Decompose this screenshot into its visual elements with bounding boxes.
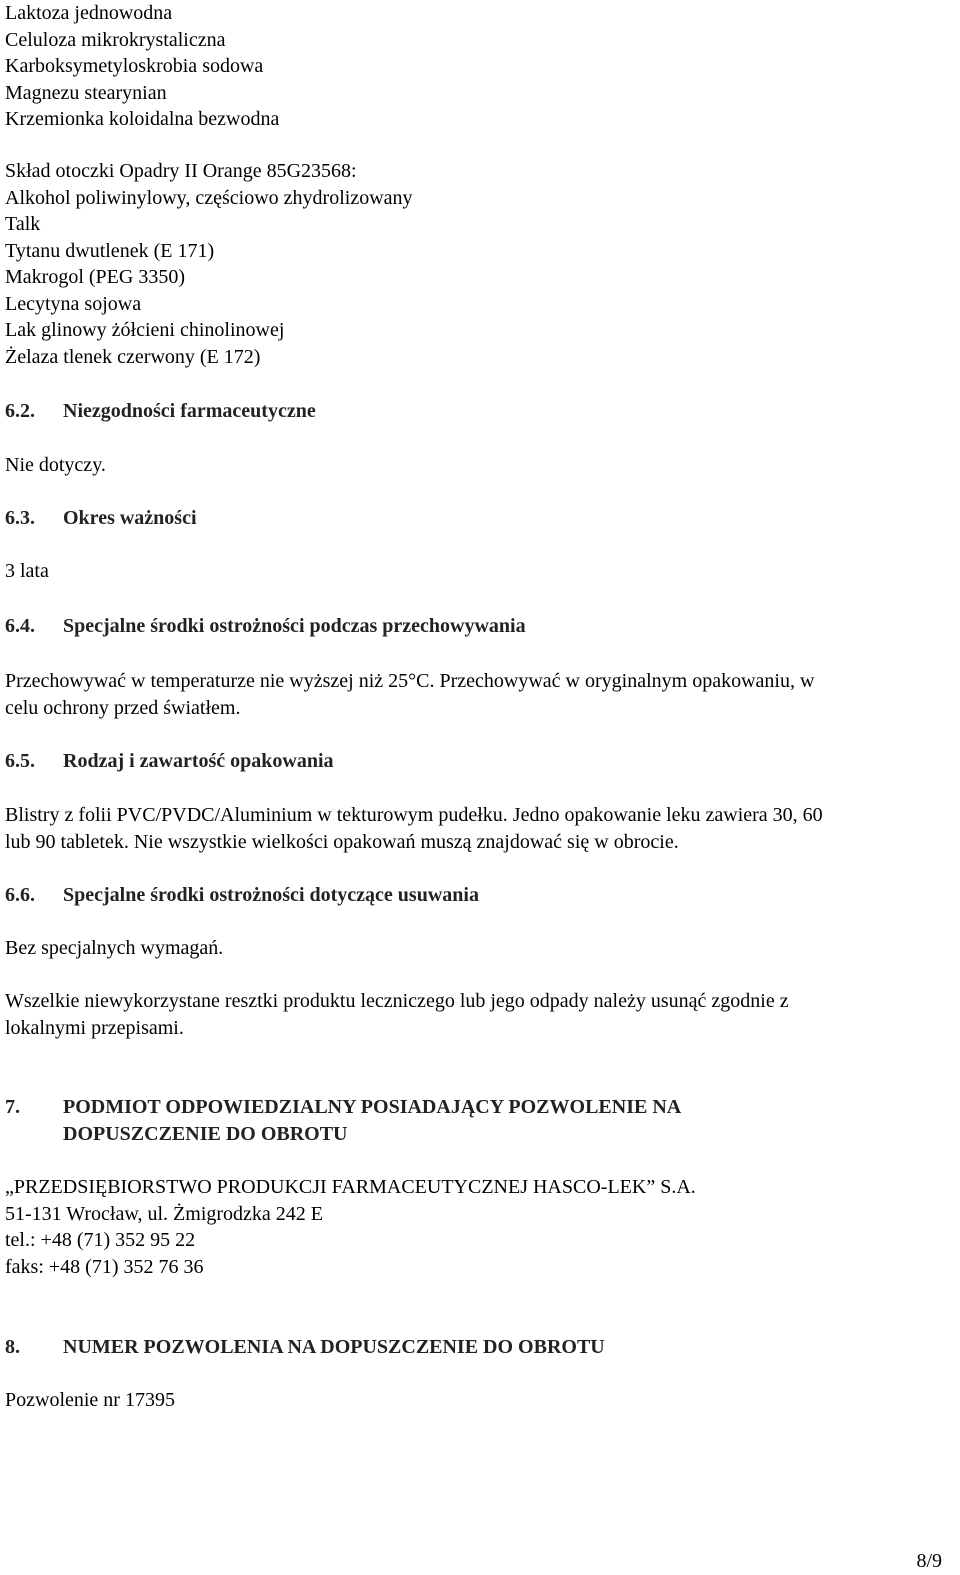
section-text: Bez specjalnych wymagań. — [5, 937, 224, 959]
list-item: Laktoza jednowodna — [5, 2, 173, 24]
authorisation-number: Pozwolenie nr 17395 — [5, 1389, 175, 1411]
list-item: Talk — [5, 213, 41, 235]
section-6-3-text — [5, 558, 953, 585]
section-7-heading — [5, 1094, 953, 1147]
section-6-5-heading — [5, 748, 953, 775]
section-text: 3 lata — [5, 560, 49, 582]
list-item: Tytanu dwutlenek (E 171) — [5, 239, 215, 262]
list-item: Karboksymetyloskrobia sodowa — [5, 55, 264, 77]
paragraph-line: Blistry z folii PVC/PVDC/Aluminium w tekturowym pudełku. Jedno opakowanie leku zawiera 30, 60 — [5, 804, 823, 826]
list-item: Magnezu stearynian — [5, 81, 167, 104]
section-6-4-text — [5, 668, 953, 721]
section-title: Rodzaj i zawartość opakowania — [63, 750, 334, 772]
section-8-text — [5, 1387, 953, 1414]
section-6-6-text — [5, 935, 953, 962]
section-title: Okres ważności — [63, 507, 197, 529]
coating-title: Skład otoczki Opadry II Orange 85G23568: — [5, 160, 357, 182]
section-title: Specjalne środki ostrożności podczas przechowywania — [63, 615, 526, 637]
phone-line: tel.: +48 (71) 352 95 22 — [5, 1229, 196, 1251]
paragraph-line: lokalnymi przepisami. — [5, 1016, 184, 1039]
section-title: Niezgodności farmaceutyczne — [63, 400, 316, 422]
paragraph-line: Wszelkie niewykorzystane resztki produktu leczniczego lub jego odpady należy usunąć zgodnie z — [5, 990, 789, 1012]
section-number: 8. — [5, 1336, 20, 1358]
list-item: Makrogol (PEG 3350) — [5, 266, 185, 288]
address-line: 51-131 Wrocław, ul. Żmigrodzka 242 E — [5, 1202, 324, 1225]
section-number: 6.2. — [5, 400, 35, 422]
section-number: 7. — [5, 1096, 20, 1118]
paragraph-line: celu ochrony przed światłem. — [5, 696, 241, 719]
section-title-line: DOPUSZCZENIE DO OBROTU — [63, 1122, 348, 1145]
list-item: Lak glinowy żółcieni chinolinowej — [5, 319, 285, 341]
paragraph-line: Przechowywać w temperaturze nie wyższej niż 25°C. Przechowywać w oryginalnym opakowaniu, w — [5, 670, 815, 692]
list-item: Krzemionka koloidalna bezwodna — [5, 108, 280, 130]
section-number: 6.4. — [5, 615, 35, 637]
list-item: Celuloza mikrokrystaliczna — [5, 28, 226, 51]
section-6-3-heading — [5, 505, 953, 532]
coating-composition — [5, 158, 953, 370]
section-title: NUMER POZWOLENIA NA DOPUSZCZENIE DO OBROTU — [63, 1336, 605, 1358]
fax-line: faks: +48 (71) 352 76 36 — [5, 1255, 204, 1278]
section-6-2-text — [5, 452, 953, 479]
section-title-line: PODMIOT ODPOWIEDZIALNY POSIADAJĄCY POZWOLENIE NA — [63, 1096, 682, 1118]
section-6-6-heading — [5, 882, 953, 909]
section-number: 6.6. — [5, 884, 35, 906]
excipients-core-list — [5, 0, 953, 133]
section-6-4-heading — [5, 613, 953, 640]
section-number: 6.3. — [5, 507, 35, 529]
section-6-5-text — [5, 802, 953, 855]
section-number: 6.5. — [5, 750, 35, 772]
section-text: Nie dotyczy. — [5, 454, 106, 476]
section-6-6-paragraph — [5, 988, 953, 1041]
section-6-2-heading — [5, 398, 953, 425]
section-title: Specjalne środki ostrożności dotyczące usuwania — [63, 884, 479, 906]
marketing-authorisation-holder-address — [5, 1174, 953, 1280]
page-number: 8/9 — [916, 1550, 942, 1572]
paragraph-line: lub 90 tabletek. Nie wszystkie wielkości opakowań muszą znajdować się w obrocie. — [5, 830, 679, 853]
section-8-heading — [5, 1334, 953, 1361]
list-item: Żelaza tlenek czerwony (E 172) — [5, 345, 261, 368]
list-item: Alkohol poliwinylowy, częściowo zhydrolizowany — [5, 186, 413, 209]
list-item: Lecytyna sojowa — [5, 292, 142, 315]
company-name: „PRZEDSIĘBIORSTWO PRODUKCJI FARMACEUTYCZNEJ HASCO-LEK” S.A. — [5, 1176, 696, 1198]
